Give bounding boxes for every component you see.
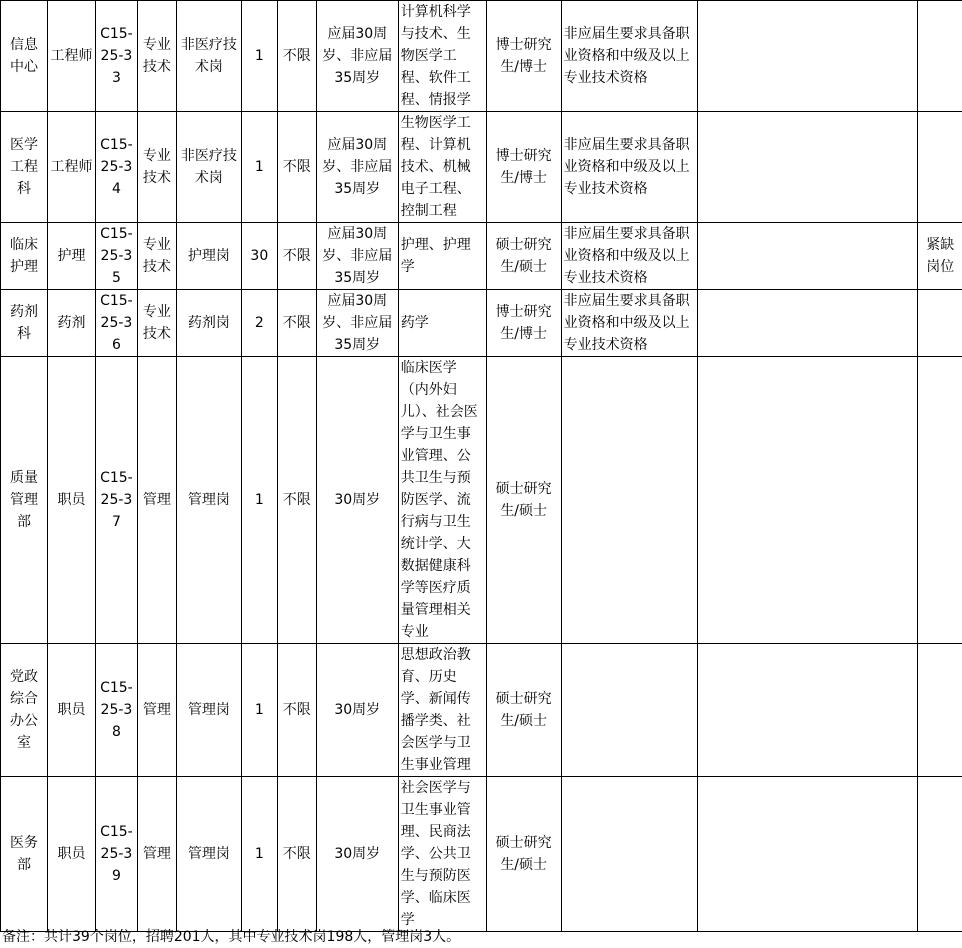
post-type-cell: 护理岗 (176, 223, 241, 290)
table-row (1, 644, 962, 777)
post-type-cell: 非医疗技术岗 (176, 1, 241, 112)
remark-cell (918, 644, 962, 777)
post-type-cell: 非医疗技术岗 (176, 112, 241, 223)
other-cell (697, 777, 918, 932)
table-row (1, 1, 962, 112)
gender-cell: 不限 (277, 777, 316, 932)
gender-cell: 不限 (277, 290, 316, 357)
other-cell (697, 644, 918, 777)
degree-cell: 硕士研究生/硕士 (486, 223, 561, 290)
requirement-cell: 非应届生要求具备职业资格和中级及以上专业技术资格 (561, 290, 697, 357)
count-cell: 1 (241, 644, 277, 777)
age-cell: 应届30周岁、非应届35周岁 (316, 112, 398, 223)
title-cell: 职员 (47, 357, 95, 644)
remark-cell (918, 290, 962, 357)
post-type-cell: 管理岗 (176, 357, 241, 644)
code-cell: C15-25-34 (95, 112, 137, 223)
requirement-cell (561, 777, 697, 932)
gender-cell: 不限 (277, 223, 316, 290)
major-cell: 思想政治教育、历史学、新闻传播学类、社会医学与卫生事业管理 (398, 644, 486, 777)
title-cell: 护理 (47, 223, 95, 290)
code-cell: C15-25-37 (95, 357, 137, 644)
dept-cell: 医务部 (1, 777, 48, 932)
title-cell: 药剂 (47, 290, 95, 357)
post-type-cell: 管理岗 (176, 777, 241, 932)
requirement-cell: 非应届生要求具备职业资格和中级及以上专业技术资格 (561, 112, 697, 223)
post-type-cell: 药剂岗 (176, 290, 241, 357)
other-cell (697, 112, 918, 223)
table-row (1, 777, 962, 932)
table-row (1, 112, 962, 223)
degree-cell: 博士研究生/博士 (486, 290, 561, 357)
other-cell (697, 1, 918, 112)
remark-cell (918, 357, 962, 644)
code-cell: C15-25-33 (95, 1, 137, 112)
gender-cell: 不限 (277, 644, 316, 777)
gender-cell: 不限 (277, 1, 316, 112)
title-cell: 工程师 (47, 112, 95, 223)
age-cell: 应届30周岁、非应届35周岁 (316, 1, 398, 112)
title-cell: 职员 (47, 777, 95, 932)
title-cell: 职员 (47, 644, 95, 777)
post-type-cell: 管理岗 (176, 644, 241, 777)
age-cell: 30周岁 (316, 357, 398, 644)
other-cell (697, 357, 918, 644)
age-cell: 30周岁 (316, 644, 398, 777)
category-cell: 专业技术 (137, 112, 176, 223)
table-row (1, 357, 962, 644)
code-cell: C15-25-35 (95, 223, 137, 290)
gender-cell: 不限 (277, 357, 316, 644)
requirement-cell: 非应届生要求具备职业资格和中级及以上专业技术资格 (561, 1, 697, 112)
count-cell: 1 (241, 112, 277, 223)
dept-cell: 质量管理部 (1, 357, 48, 644)
table-row (1, 223, 962, 290)
requirement-cell: 非应届生要求具备职业资格和中级及以上专业技术资格 (561, 223, 697, 290)
category-cell: 管理 (137, 644, 176, 777)
other-cell (697, 290, 918, 357)
table-row (1, 290, 962, 357)
major-cell: 计算机科学与技术、生物医学工程、软件工程、情报学 (398, 1, 486, 112)
remark-cell: 紧缺岗位 (918, 223, 962, 290)
count-cell: 1 (241, 777, 277, 932)
major-cell: 社会医学与卫生事业管理、民商法学、公共卫生与预防医学、临床医学 (398, 777, 486, 932)
major-cell: 护理、护理学 (398, 223, 486, 290)
category-cell: 管理 (137, 777, 176, 932)
major-cell: 临床医学（内外妇儿）、社会医学与卫生事业管理、公共卫生与预防医学、流行病与卫生统计学、大数据健康科学等医疗质量管理相关专业 (398, 357, 486, 644)
dept-cell: 信息中心 (1, 1, 48, 112)
dept-cell: 药剂科 (1, 290, 48, 357)
code-cell: C15-25-38 (95, 644, 137, 777)
remark-cell (918, 777, 962, 932)
degree-cell: 博士研究生/博士 (486, 112, 561, 223)
title-cell: 工程师 (47, 1, 95, 112)
remark-cell (918, 1, 962, 112)
major-cell: 生物医学工程、计算机技术、机械电子工程、控制工程 (398, 112, 486, 223)
footnote: 备注：共计39个岗位，招聘201人，其中专业技术岗198人，管理岗3人。 (2, 929, 461, 945)
age-cell: 应届30周岁、非应届35周岁 (316, 290, 398, 357)
category-cell: 专业技术 (137, 290, 176, 357)
gender-cell: 不限 (277, 112, 316, 223)
requirement-cell (561, 357, 697, 644)
category-cell: 管理 (137, 357, 176, 644)
degree-cell: 博士研究生/博士 (486, 1, 561, 112)
other-cell (697, 223, 918, 290)
category-cell: 专业技术 (137, 1, 176, 112)
major-cell: 药学 (398, 290, 486, 357)
dept-cell: 医学工程科 (1, 112, 48, 223)
age-cell: 应届30周岁、非应届35周岁 (316, 223, 398, 290)
remark-cell (918, 112, 962, 223)
count-cell: 1 (241, 357, 277, 644)
dept-cell: 临床护理 (1, 223, 48, 290)
age-cell: 30周岁 (316, 777, 398, 932)
requirement-cell (561, 644, 697, 777)
count-cell: 2 (241, 290, 277, 357)
code-cell: C15-25-36 (95, 290, 137, 357)
code-cell: C15-25-39 (95, 777, 137, 932)
degree-cell: 硕士研究生/硕士 (486, 777, 561, 932)
degree-cell: 硕士研究生/硕士 (486, 357, 561, 644)
degree-cell: 硕士研究生/硕士 (486, 644, 561, 777)
category-cell: 专业技术 (137, 223, 176, 290)
count-cell: 1 (241, 1, 277, 112)
count-cell: 30 (241, 223, 277, 290)
dept-cell: 党政综合办公室 (1, 644, 48, 777)
